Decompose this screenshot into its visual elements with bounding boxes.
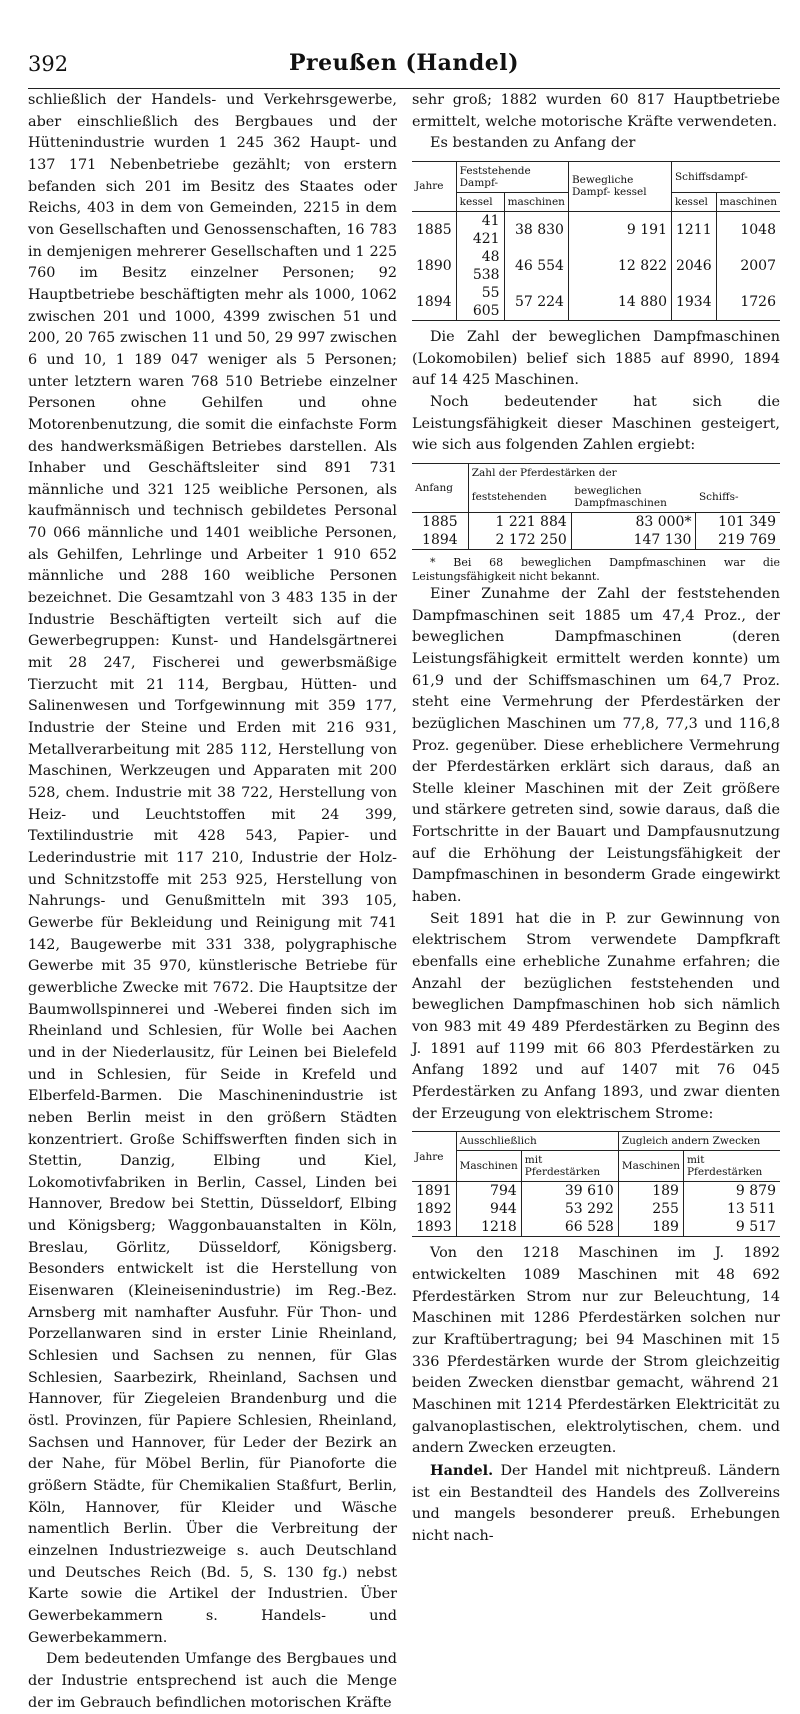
table-cell: 2046	[671, 248, 716, 284]
right-intro-paragraph: sehr groß; 1882 wurden 60 817 Hauptbetriebe ermittelt, welche motorische Kräfte verwendeten.	[412, 92, 780, 130]
table-cell: 1885	[422, 513, 458, 530]
table-header: Jahre	[412, 161, 456, 211]
horsepower-table	[412, 463, 780, 550]
table-cell: 1726	[716, 284, 780, 321]
table-row	[412, 512, 780, 531]
lokomobilen-paragraph: Die Zahl der beweglichen Dampfmaschinen (Lokomobilen) belief sich 1885 auf 8990, 1894 auf 14 425 Maschinen.	[412, 328, 780, 389]
table-header: Feststehende Dampf-	[456, 161, 568, 192]
table-row	[412, 1200, 780, 1218]
table-header: Bewegliche Dampf- kessel	[568, 161, 671, 211]
table-cell: 39 610	[521, 1182, 618, 1201]
table-cell: 2007	[716, 248, 780, 284]
table-cell: 255	[618, 1200, 683, 1218]
table-header	[571, 482, 696, 513]
table-header: Maschinen	[456, 1151, 521, 1182]
table-cell: 1891	[416, 1183, 452, 1200]
table-cell: 57 224	[504, 284, 568, 321]
table-cell: 1885	[416, 221, 452, 238]
table-header: maschinen	[504, 192, 568, 211]
table-cell: 189	[618, 1218, 683, 1237]
table-cell: 53 292	[521, 1200, 618, 1218]
table-row	[412, 531, 780, 550]
table-cell: 794	[456, 1182, 521, 1201]
table-cell: 38 830	[504, 211, 568, 248]
table-cell: 66 528	[521, 1218, 618, 1237]
table-header: Maschinen	[618, 1151, 683, 1182]
table-cell: 14 880	[568, 284, 671, 321]
table-cell: 1048	[716, 211, 780, 248]
table-cell: 1 221 884	[468, 512, 571, 531]
table-header: Schiffsdampf-	[671, 161, 780, 192]
table-cell: 9 191	[568, 211, 671, 248]
table-cell: 83 000*	[571, 512, 696, 531]
table-cell: 189	[618, 1182, 683, 1201]
table-header: maschinen	[716, 192, 780, 211]
table-cell: 13 511	[683, 1200, 780, 1218]
table-header: Ausschließlich	[456, 1132, 618, 1151]
table-header-bew: beweglichen	[574, 484, 642, 497]
table-cell: 101 349	[696, 512, 780, 531]
table-cell: 1890	[416, 257, 452, 274]
table-cell: 1893	[412, 1218, 456, 1237]
table-header: Zahl der Pferdestärken der	[468, 463, 780, 482]
table-header: kessel	[456, 192, 504, 211]
left-paragraph-2: Dem bedeutenden Umfange des Bergbaues und der Industrie entsprechend ist auch die Menge der im Gebrauch befindlichen motorischen Kräfte	[28, 1651, 397, 1711]
table-cell: 219 769	[696, 531, 780, 550]
table-cell: 1211	[671, 211, 716, 248]
table-header: mit Pferdestärken	[521, 1151, 618, 1182]
table-header: mit Pferdestärken	[683, 1151, 780, 1182]
table-row	[412, 284, 780, 321]
table-header: Schiffs-	[696, 482, 780, 513]
handel-paragraph	[412, 1460, 780, 1548]
table-cell: 1934	[671, 284, 716, 321]
table-cell: 9 517	[683, 1218, 780, 1237]
electric-power-table	[412, 1131, 780, 1237]
table-header: Zugleich andern Zwecken	[618, 1132, 780, 1151]
table-header-dampf: Dampfmaschinen	[574, 496, 667, 509]
table-cell: 12 822	[568, 248, 671, 284]
table-footnote: * Bei 68 beweglichen Dampfmaschinen war die Leistungsfähigkeit nicht bekannt.	[412, 555, 780, 583]
elektrisch-paragraph: Seit 1891 hat die in P. zur Gewinnung von elektrischem Strom verwendete Dampfkraft ebenfalls eine erhebliche Zunahme erfahren; die Anzahl der bezüglichen feststehenden und beweglichen Dampfmaschinen hob sich nämlich von 983 mit 49 489 Pferdestärken zu Beginn des J. 1891 auf 1199 mit 66 803 Pferdestärken zu Anfang 1892 und auf 1407 mit 76 045 Pferdestärken zu Anfang 1893, und zwar dienten der Erzeugung von elektrischem Strome:	[412, 910, 780, 1122]
table-row	[412, 1182, 780, 1201]
table-cell: 9 879	[683, 1182, 780, 1201]
table-row	[412, 211, 780, 248]
table-cell: 1218	[456, 1218, 521, 1237]
left-paragraph-1: schließlich der Handels- und Verkehrsgewerbe, aber einschließlich des Bergbaues und der Hüttenindustrie wurden 1 245 362 Haupt- und 137 171 Nebenbetriebe gezählt; von erstern befanden sich 201 im Besitz des Staates oder Reichs, 403 in dem von Gemeinden, 2215 in dem von Gesellschaften und Genossenschaften, 16 783 in demjenigen mehrerer Gesellschaften und 1 225 760 im Besitz einzelner Personen; 92 Hauptbetriebe beschäftigten mehr als 1000, 1062 zwischen 201 und 1000, 4399 zwischen 51 und 200, 20 765 zwischen 11 und 50, 29 997 zwischen 6 und 10, 1 189 047 weniger als 5 Personen; unter letztern waren 768 510 Betriebe einzelner Personen ohne Gehilfen und ohne Motorenbenutzung, die somit die einfachste Form des handwerksmäßigen Betriebes darstellen. Als Inhaber und Geschäftsleiter sind 891 731 männliche und 321 125 weibliche Personen, als kaufmännisch und technisch gebildetes Personal 70 066 männliche und 1401 weibliche Personen, als Gehilfen, Lehrlinge und Arbeiter 1 910 652 männliche und 288 160 weibliche Personen bezeichnet. Die Gesamtzahl von 3 483 135 in der Industrie Beschäftigten verteilt sich auf die Gewerbegruppen: Kunst- und Handelsgärtnerei mit 28 247, Fischerei und gewerbsmäßige Tierzucht mit 21 114, Bergbau, Hütten- und Salinenwesen und Torfgewinnung mit 359 177, Industrie der Steine und Erden mit 216 931, Metallverarbeitung mit 285 112, Herstellung von Maschinen, Werkzeugen und Apparaten mit 200 528, chem. Industrie mit 38 722, Herstellung von Heiz- und Leuchtstoffen mit 24 399, Textilindustrie mit 428 543, Papier- und Lederindustrie mit 117 210, Industrie der Holz- und Schnitzstoffe mit 253 925, Herstellung von Nahrungs- und Genußmitteln mit 393 105, Gewerbe für Bekleidung und Reinigung mit 741 142, Baugewerbe mit 331 338, polygraphische Gewerbe mit 35 970, künstlerische Betriebe für gewerbliche Zwecke mit 7672. Die Hauptsitze der Baumwollspinnerei und -Weberei finden sich im Rheinland und Schlesien, für Wolle bei Aachen und in der Niederlausitz, für Leinen bei Bielefeld und in Schlesien, für Seide in Krefeld und Elberfeld-Barmen. Die Maschinenindustrie ist neben Berlin meist in den größern Städten konzentriert. Große Schiffswerften finden sich in Stettin, Danzig, Elbing und Kiel, Lokomotivfabriken in Berlin, Cassel, Linden bei Hannover, Bredow bei Stettin, Düsseldorf, Elbing und Königsberg; Waggonbauanstalten in Köln, Breslau, Görlitz, Düsseldorf, Königsberg. Besonders entwickelt ist die Herstellung von Eisenwaren (Kleineisenindustrie) im Reg.-Bez. Arnsberg mit namhafter Ausfuhr. Für Thon- und Porzellanwaren sind in erster Linie Rheinland, Schlesien und Sachsen zu nennen, für Glas Schlesien, Saarbezirk, Rheinland, Sachsen und Hannover, für Ziegeleien Brandenburg und die östl. Provinzen, für Papiere Schlesien, Rheinland, Sachsen und Hannover, für Leder der Bezirk an der Nahe, für Möbel Berlin, für Pianoforte die größern Städte, für Chemikalien Staßfurt, Berlin, Köln, Hannover, für Kleider und Wäsche namentlich Berlin. Über die Verbreitung der einzelnen Industriezweige s. auch Deutschland und Deutsches Reich (Bd. 5, S. 130 fg.) nebst Karte sowie die Artikel der Industrien. Über Gewerbekammern s. Handels- und Gewerbekammern.	[28, 92, 397, 1646]
table-cell: 1894	[412, 284, 456, 321]
table-cell: 41 421	[456, 211, 504, 248]
page-number: 392	[28, 52, 69, 76]
table-cell: 2 172 250	[468, 531, 571, 550]
table-cell: 48 538	[456, 248, 504, 284]
handel-text: Der Handel mit nichtpreuß. Ländern ist ein Bestandteil des Handels des Zollvereins und mangels besonderer preuß. Erhebungen nicht nach-	[412, 1462, 780, 1544]
table-row	[412, 248, 780, 284]
left-column	[28, 90, 397, 1714]
page-header	[28, 50, 780, 84]
handel-heading: Handel.	[430, 1461, 494, 1479]
table-header: Anfang	[412, 463, 468, 512]
table-cell: 55 605	[456, 284, 504, 321]
table-header	[468, 482, 571, 513]
right-column	[412, 90, 780, 1548]
table-row	[412, 1218, 780, 1237]
page-title: Preußen (Handel)	[288, 50, 520, 76]
table-header: kessel	[671, 192, 716, 211]
table-header: Jahre	[412, 1132, 456, 1182]
table-header-fest: feststehenden	[471, 490, 547, 503]
header-rule	[28, 88, 780, 89]
table-cell: 1894	[412, 531, 468, 550]
steam-boilers-table	[412, 161, 780, 321]
table-cell: 147 130	[571, 531, 696, 550]
maschinen-1892-paragraph: Von den 1218 Maschinen im J. 1892 entwickelten 1089 Maschinen mit 48 692 Pferdestärken Strom nur zur Beleuchtung, 14 Maschinen mit 1286 Pferdestärken solchen nur zur Kraftübertragung; bei 94 Maschinen mit 15 336 Pferdestärken wurde der Strom gleichzeitig beiden Zwecken dienstbar gemacht, während 21 Maschinen mit 1214 Pferdestärken Elektricität zu galvanoplastischen, elektrolytischen, chem. und andern Zwecken erzeugten.	[412, 1245, 780, 1457]
table-cell: 46 554	[504, 248, 568, 284]
right-intro-lead: Es bestanden zu Anfang der	[430, 135, 636, 152]
leistung-paragraph: Noch bedeutender hat sich die Leistungsfähigkeit dieser Maschinen gesteigert, wie sich aus folgenden Zahlen ergiebt:	[412, 393, 780, 454]
table-cell: 944	[456, 1200, 521, 1218]
zunahme-paragraph: Einer Zunahme der Zahl der feststehenden Dampfmaschinen seit 1885 um 47,4 Proz., der beweglichen Dampfmaschinen (deren Leistungsfähigkeit ermittelt werden konnte) um 61,9 und der Schiffsmaschinen um 64,7 Proz. steht eine Vermehrung der Pferdestärken der bezüglichen Maschinen um 77,8, 77,3 und 116,8 Proz. gegenüber. Diese erheblichere Vermehrung der Pferdestärken erklärt sich daraus, daß an Stelle kleiner Maschinen mit der Zeit größere und stärkere getreten sind, sowie daraus, daß die Fortschritte in der Bauart und Dampfausnutzung auf die Erhöhung der Leistungsfähigkeit der Dampfmaschinen in besonderm Grade eingewirkt haben.	[412, 585, 780, 906]
table-cell: 1892	[416, 1201, 452, 1218]
